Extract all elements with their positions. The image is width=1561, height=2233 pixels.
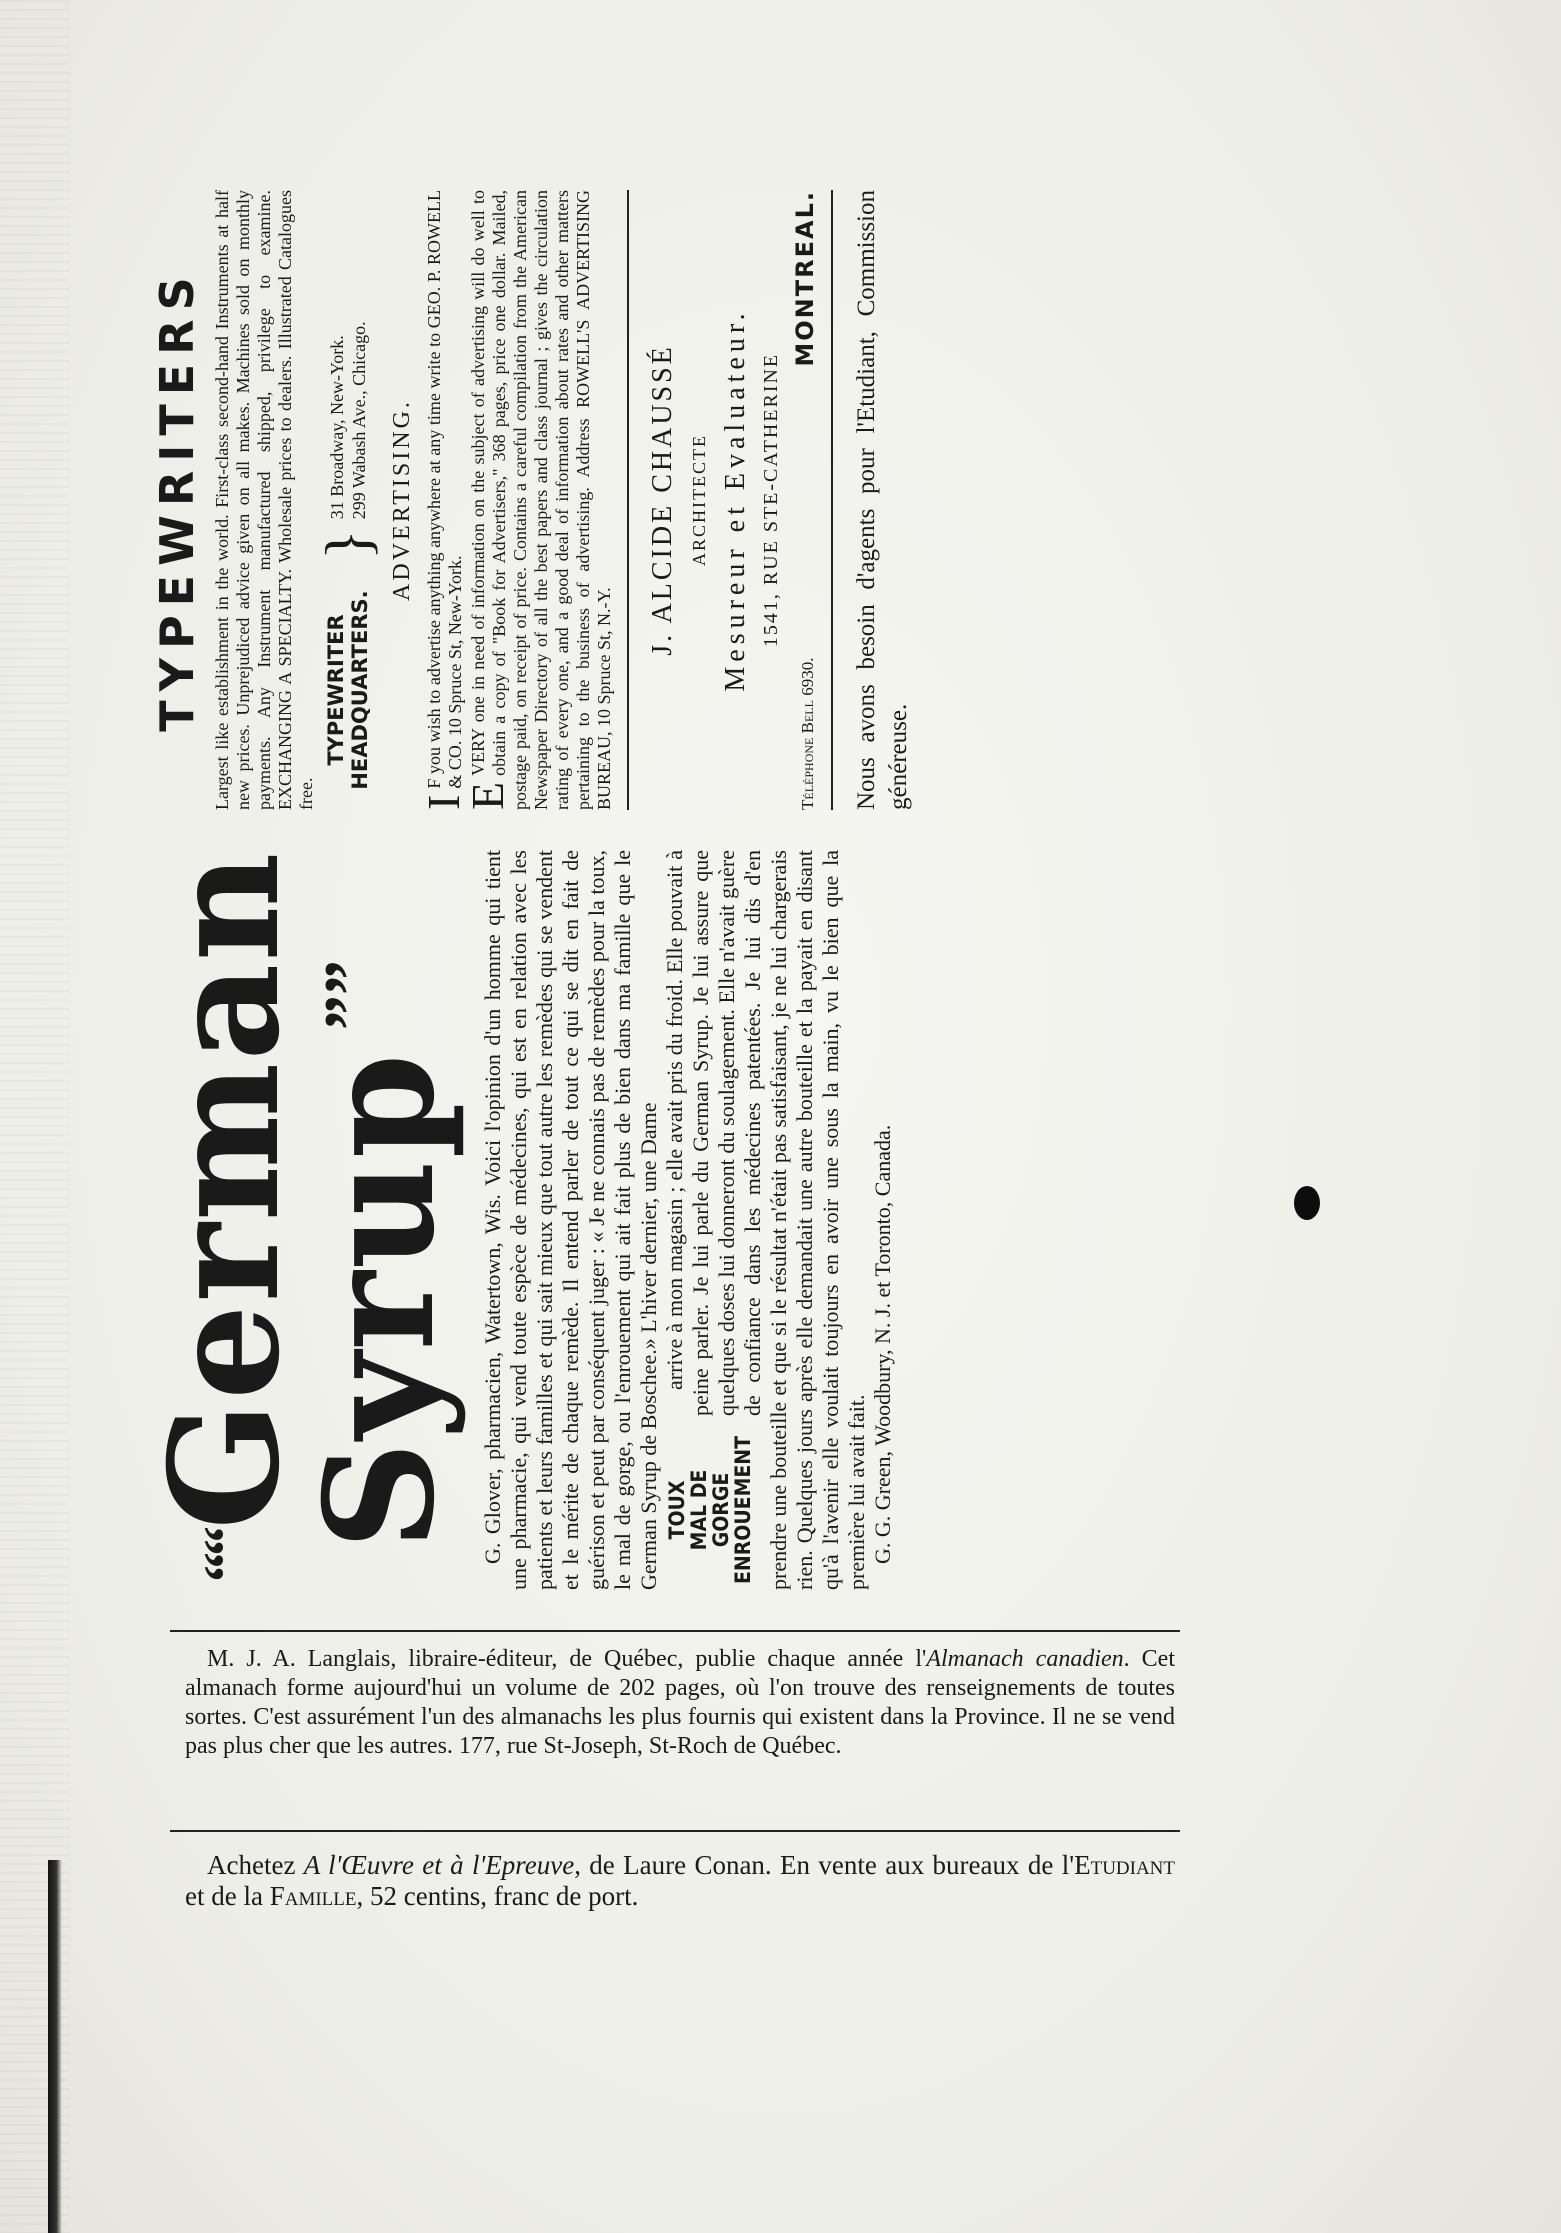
divider: [627, 190, 629, 810]
close-quote-char: ”: [311, 995, 388, 1030]
symptom-2: MAL DE GORGE: [687, 1469, 733, 1551]
advertising-paragraph-1-text: F you wish to advertise anything anywhere at any time write to GEO. P. ROWELL & CO. 10 Spruce St, New-York.: [424, 190, 465, 789]
rotated-advertisements: [137, 160, 1200, 1590]
advertising-paragraph-1: [418, 190, 469, 810]
rule-top: [170, 1630, 1180, 1632]
architect-name: J. ALCIDE CHAUSSÉ: [647, 344, 678, 656]
open-quote: “: [192, 1556, 258, 1582]
german-syrup-heading-line1: [137, 850, 313, 1582]
typewriters-body: Largest like establishment in the world. First-class second-hand Instruments at half new prices. Unprejudiced advice given on all makes. Machines sold on monthly payments. Any Instrument manufactured shipped, privilege to examine. EXCHANGING A SPECIALTY. Wholesale prices to dealers. Illustrated Catalogues free.: [212, 190, 316, 810]
conan-text-after: , 52 centins, franc de port.: [356, 1881, 639, 1911]
conan-book-title: A l'Œuvre et à l'Epreuve: [303, 1850, 575, 1880]
typewriters-title: TYPEWRITERS: [150, 268, 204, 732]
divider-2: [831, 190, 833, 810]
advertising-paragraph-2-text: VERY one in need of information on the subject of advertising will do well to obtain a copy of "Book for Advertisers," 368 pages, price one dollar. Mailed, postage paid, on receipt of price. Contains a careful compilation from the American Newspaper Directory of all the best papers and class journal ; gives the circulation rating of every one, and a good deal of information about rates and other matters pertaining to the business of advertising. Address ROWELL'S ADVERTISING BUREAU, 10 Spruce St, N.-Y.: [468, 190, 614, 810]
architect-card: [647, 190, 819, 810]
advertising-title: ADVERTISING.: [389, 399, 415, 601]
ink-blot: [1294, 1186, 1320, 1220]
conan-text-mid: , de Laure Conan. En vente aux bureaux de l': [574, 1850, 1075, 1880]
agents-wanted: Nous avons besoin d'agents pour l'Etudiant, Commission généreuse.: [853, 190, 912, 810]
close-quote-char-2: ”: [311, 960, 388, 995]
famille-name: Famille: [269, 1881, 357, 1911]
almanach-text-before: M. J. A. Langlais, libraire-éditeur, de Québec, publie chaque année l': [207, 1646, 927, 1672]
close-quote: [310, 960, 390, 1030]
almanach-paragraph: [185, 1645, 1175, 1761]
heading-word-german: German: [137, 850, 313, 1530]
architect-role: ARCHITECTE: [689, 434, 709, 566]
etudiant-name: Etudiant: [1074, 1850, 1176, 1880]
almanach-text-after: . Cet almanach forme aujourd'hui un volume de 202 pages, où l'on trouve des renseignements de toutes sortes. C'est assurément l'un des almanachs les plus fournis qui existent dans la Province. Il ne se vend pas plus cher que les autres. 177, rue St-Joseph, St-Roch de Québec.: [185, 1646, 1176, 1759]
brace-glyph: }: [312, 529, 383, 560]
testimonial-paragraph-1: G. Glover, pharmacien, Watertown, Wis. Voici l'opinion d'un homme qui tient une pharmacie, qui vend toute espèce de médecines, qui est en relation avec les patients et leurs familles et qui sait mieux que tout autre les remèdes qui se vendent et le mérite de chaque remède. Il entend parler de tout ce qui se dit en fait de guérison et peut par conséquent juger : « Je ne connais pas de remèdes pour la toux, le mal de gorge, ou l'enrouement qui ait fait plus de bien dans ma famille que le German Syrup de Boschee.» L'hiver dernier, une Dame: [480, 850, 661, 1590]
advertising-paragraph-2: [462, 190, 615, 810]
headquarters-addresses: [326, 321, 370, 519]
symptom-3: ENROUEMENT: [731, 1436, 755, 1584]
conan-paragraph: [185, 1850, 1175, 1912]
address-new-york: 31 Broadway, New-York.: [327, 335, 347, 520]
open-quote-2: “: [192, 1530, 258, 1556]
rule-middle: [170, 1830, 1180, 1832]
testimonial-paragraph-2: arrive à mon magasin ; elle avait pris du froid. Elle pouvait à peine parler. Je lui parle du German Syrup. Je lui assure que quelques doses lui donneront du soulagement. Elle n'avait guère de confiance dans les médecines patentées. Je lui dis d'en prendre une bouteille et que si le résultat n'était pas satisfaisant, je ne lui chargerais rien. Quelques jours après elle demandait une autre bouteille et la payait en disant qu'à l'avenir elle voulait toujours en avoir une sous la main, vu le bien que la première lui avait fait.: [662, 850, 869, 1590]
symptom-1: TOUX: [665, 1480, 689, 1540]
dropcap-e: E: [462, 781, 513, 810]
architect-subtitle: Mesureur et Evaluateur.: [720, 308, 751, 692]
heading-word-syrup: Syrup: [292, 1051, 468, 1550]
headquarters-label: TYPEWRITER HEADQUARTERS.: [324, 590, 372, 790]
architect-city: MONTREAL.: [791, 190, 819, 367]
testimonial-signature: G. G. Green, Woodbury, N. J. et Toronto, Canada.: [870, 1124, 895, 1564]
advertising-body: [418, 190, 615, 810]
conan-text-before: Achetez: [207, 1850, 304, 1880]
german-syrup-body: [480, 850, 896, 1590]
dropcap-i: I: [418, 794, 469, 810]
binding-edge: [48, 1860, 62, 2233]
symptom-list: [666, 1430, 754, 1590]
architect-address: 1541, RUE STE-CATHERINE: [760, 352, 782, 648]
almanach-notice: [185, 1645, 1175, 1761]
typewriter-headquarters: [312, 190, 383, 810]
almanach-title: Almanach canadien: [926, 1646, 1124, 1672]
architect-contact-row: [791, 190, 819, 810]
conan-text-and: et de la: [185, 1881, 270, 1911]
conan-notice: [185, 1850, 1175, 1912]
architect-phone: Téléphone Bell 6930.: [798, 657, 817, 810]
german-syrup-heading-line2: [292, 1051, 468, 1550]
address-chicago: 299 Wabash Ave., Chicago.: [349, 321, 369, 520]
right-column: [150, 190, 915, 810]
